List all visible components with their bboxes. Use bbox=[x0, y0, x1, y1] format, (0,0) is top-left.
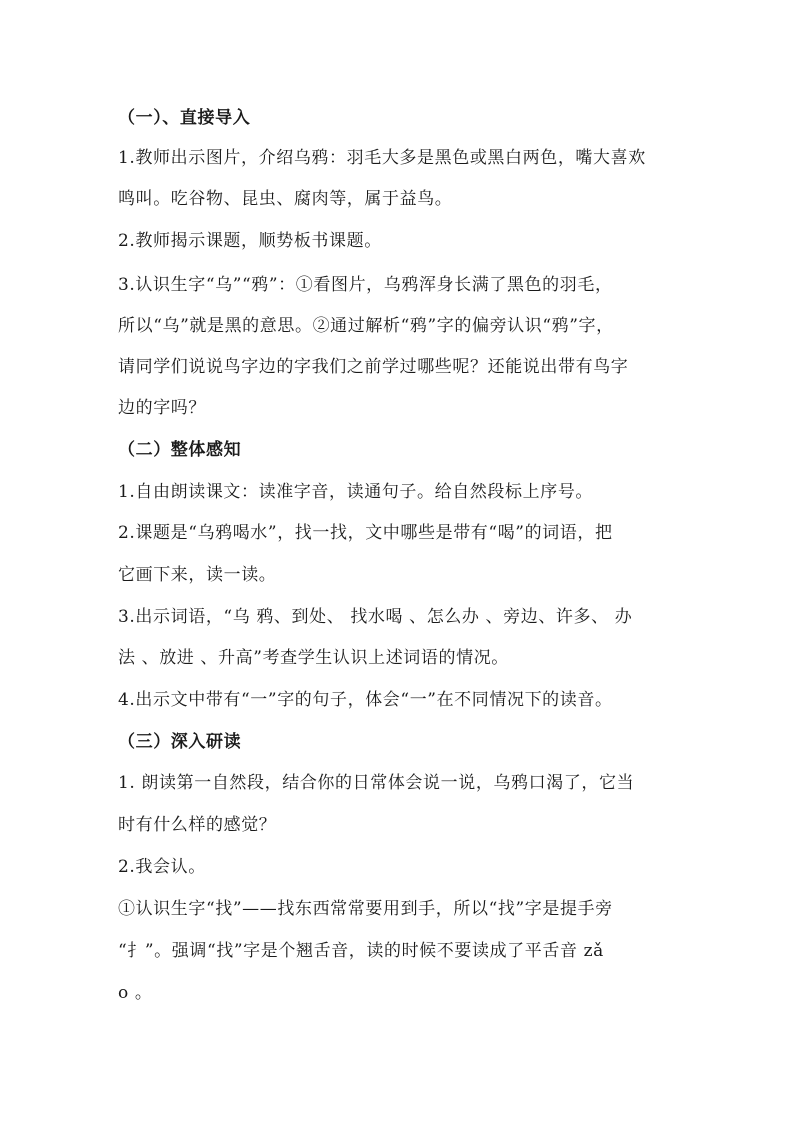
section-heading-2: （二）整体感知 bbox=[118, 440, 242, 460]
paragraph-line: 法 、放进 、升高”考查学生认识上述词语的情况。 bbox=[118, 648, 509, 668]
paragraph-line: 它画下来，读一读。 bbox=[118, 565, 277, 585]
paragraph-line: 3.认识生字“乌”“鸦”：①看图片，乌鸦浑身长满了黑色的羽毛， bbox=[118, 275, 613, 295]
paragraph-line: 2.我会认。 bbox=[118, 857, 206, 877]
paragraph-line: 边的字吗？ bbox=[118, 398, 206, 418]
paragraph-line: “扌”。强调“找”字是个翘舌音，读的时候不要读成了平舌音 zǎ bbox=[118, 941, 604, 961]
section-heading-3: （三）深入研读 bbox=[118, 732, 242, 752]
paragraph-line: 1. 朗读第一自然段，结合你的日常体会说一说，乌鸦口渴了，它当 bbox=[118, 773, 635, 793]
paragraph-line: 2.教师揭示课题，顺势板书课题。 bbox=[118, 231, 382, 251]
paragraph-line: ①认识生字“找”——找东西常常要用到手，所以“找”字是提手旁 bbox=[118, 899, 613, 919]
paragraph-line: 2.课题是“乌鸦喝水”，找一找，文中哪些是带有“喝”的词语，把 bbox=[118, 523, 613, 543]
paragraph-line: 4.出示文中带有“一”字的句子，体会“一”在不同情况下的读音。 bbox=[118, 690, 613, 710]
paragraph-line: 1.自由朗读课文：读准字音，读通句子。给自然段标上序号。 bbox=[118, 482, 594, 502]
paragraph-line: 请同学们说说鸟字边的字我们之前学过哪些呢？还能说出带有鸟字 bbox=[118, 357, 629, 377]
section-heading-1: （一）、直接导入 bbox=[118, 108, 251, 128]
paragraph-line: o 。 bbox=[118, 983, 153, 1003]
paragraph-line: 1.教师出示图片，介绍乌鸦：羽毛大多是黑色或黑白两色，嘴大喜欢 bbox=[118, 148, 646, 168]
paragraph-line: 所以“乌”就是黑的意思。②通过解析“鸦”字的偏旁认识“鸦”字， bbox=[118, 316, 614, 336]
paragraph-line: 鸣叫。吃谷物、昆虫、腐肉等，属于益鸟。 bbox=[118, 189, 453, 209]
paragraph-line: 时有什么样的感觉？ bbox=[118, 815, 277, 835]
paragraph-line: 3.出示词语，“乌 鸦、到处、 找水喝 、怎么办 、旁边、许多、 办 bbox=[118, 607, 633, 627]
